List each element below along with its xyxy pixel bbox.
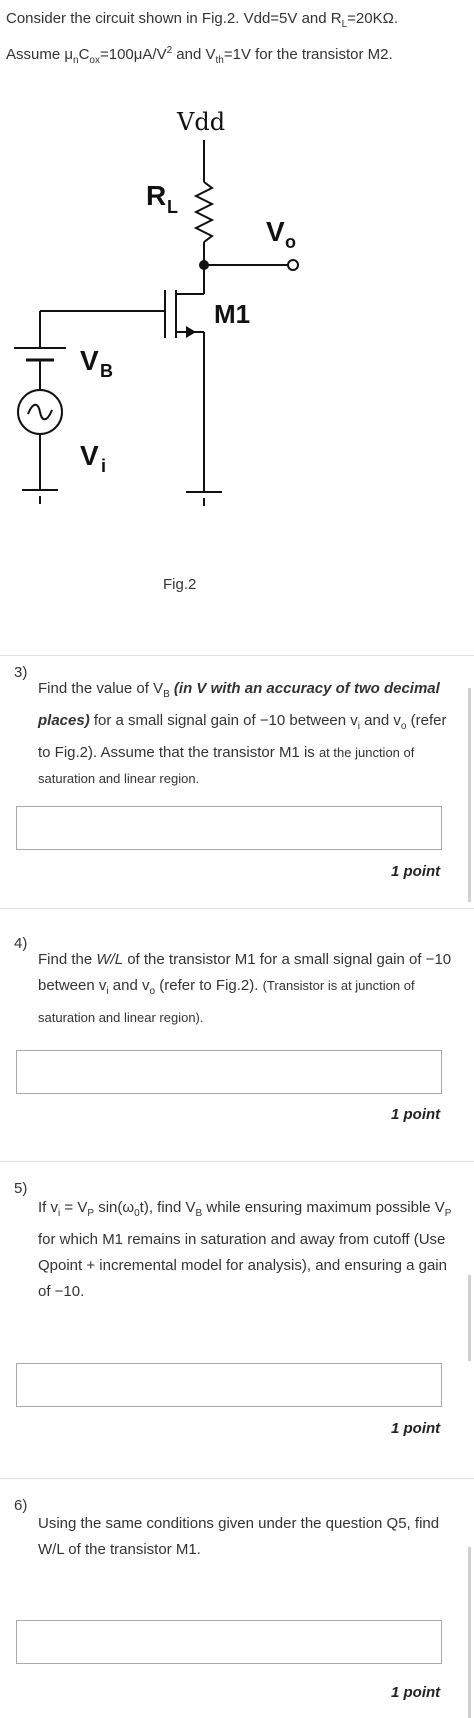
question-number: 5) bbox=[14, 1180, 28, 1197]
q4-text-part: and v bbox=[108, 977, 150, 994]
intro-subscript: ox bbox=[89, 55, 100, 66]
question-number: 3) bbox=[14, 664, 28, 681]
resistor-rl bbox=[196, 182, 212, 242]
drain-node-dot bbox=[199, 260, 209, 270]
intro-subscript: L bbox=[341, 19, 348, 30]
q5-subscript: B bbox=[195, 1208, 203, 1219]
vo-terminal bbox=[288, 260, 298, 270]
intro-text-part: Consider the circuit shown in Fig.2. Vdd=5V and R bbox=[6, 10, 342, 27]
q3-subscript: B bbox=[163, 689, 170, 700]
section-divider bbox=[0, 908, 474, 909]
points-label: 1 point bbox=[391, 1106, 441, 1123]
question-3-text bbox=[38, 676, 458, 792]
q3-text-part: (refer to Fig.2). Assume that the transistor M1 is bbox=[38, 712, 447, 761]
intro-line-2 bbox=[6, 38, 466, 74]
section-divider bbox=[0, 1161, 474, 1162]
intro-superscript: 2 bbox=[166, 45, 173, 56]
question-6-text bbox=[38, 1511, 458, 1563]
answer-input-q6[interactable] bbox=[16, 1620, 442, 1664]
q4-text-part: (refer to Fig.2). bbox=[155, 977, 263, 994]
q4-italic: W/L bbox=[96, 951, 124, 968]
points-label: 1 point bbox=[391, 863, 441, 880]
section-divider bbox=[0, 655, 474, 656]
section-divider bbox=[0, 1478, 474, 1479]
m1-label: M1 bbox=[214, 299, 251, 329]
q4-text-part: of the transistor M1 for a small signal gain of −10 between v bbox=[38, 951, 452, 994]
vo-label: V bbox=[266, 216, 285, 247]
intro-text bbox=[6, 6, 466, 74]
q3-subscript: o bbox=[400, 721, 407, 732]
q4-small-text: (Transistor is at junction of saturation and linear region). bbox=[38, 978, 415, 1025]
q4-subscript: i bbox=[106, 986, 109, 997]
scrollbar[interactable] bbox=[468, 1547, 471, 1718]
intro-text-part: and V bbox=[172, 46, 216, 63]
q3-small-text: at the junction of saturation and linear region. bbox=[38, 745, 415, 786]
intro-text-part: =100μA/V bbox=[99, 46, 167, 63]
intro-text-part: C bbox=[78, 46, 90, 63]
intro-text-part: Assume μ bbox=[6, 46, 73, 63]
rl-subscript: L bbox=[167, 197, 178, 217]
q4-text-part: Find the bbox=[38, 951, 97, 968]
intro-text-part: =20KΩ. bbox=[347, 10, 399, 27]
answer-input-q5[interactable] bbox=[16, 1363, 442, 1407]
rl-label: R bbox=[146, 180, 167, 211]
question-number: 6) bbox=[14, 1497, 28, 1514]
scrollbar[interactable] bbox=[468, 1275, 471, 1361]
vb-label: V bbox=[80, 345, 99, 376]
q4-subscript: o bbox=[149, 986, 156, 997]
q5-text-part: for which M1 remains in saturation and away from cutoff (Use Qpoint + incremental model for analysis), and ensuring a gain of −10. bbox=[38, 1231, 447, 1300]
q3-emphasis: (in V with an accuracy of two decimal places) bbox=[38, 680, 440, 729]
q5-subscript: i bbox=[58, 1208, 61, 1219]
q5-text-part: sin(ω bbox=[94, 1199, 135, 1216]
sine-icon bbox=[28, 405, 52, 420]
figure-caption: Fig.2 bbox=[163, 576, 197, 593]
answer-input-q4[interactable] bbox=[16, 1050, 442, 1094]
q5-text-part: while ensuring maximum possible V bbox=[202, 1199, 445, 1216]
vi-subscript: i bbox=[101, 456, 107, 476]
vb-subscript: B bbox=[100, 361, 113, 381]
vi-label: V bbox=[80, 440, 99, 471]
q6-text-part: Using the same conditions given under the question Q5, find W/L of the transistor M1. bbox=[38, 1515, 440, 1558]
scrollbar[interactable] bbox=[468, 688, 471, 902]
q5-text-part: = V bbox=[60, 1199, 88, 1216]
intro-subscript: th bbox=[215, 55, 224, 66]
q5-text-part: If v bbox=[38, 1199, 59, 1216]
q5-subscript: P bbox=[444, 1208, 452, 1219]
intro-text-part: =1V for the transistor M2. bbox=[223, 46, 393, 63]
q3-text-part: Find the value of V bbox=[38, 680, 164, 697]
points-label: 1 point bbox=[391, 1684, 441, 1701]
question-4-text bbox=[38, 947, 458, 1031]
intro-subscript: n bbox=[73, 55, 79, 66]
vo-subscript: o bbox=[285, 232, 296, 252]
question-5-text bbox=[38, 1195, 458, 1305]
vdd-label: Vdd bbox=[177, 108, 226, 136]
question-number: 4) bbox=[14, 935, 28, 952]
points-label: 1 point bbox=[391, 1420, 441, 1437]
q3-text-part: and v bbox=[360, 712, 401, 729]
answer-input-q3[interactable] bbox=[16, 806, 442, 850]
q5-subscript: P bbox=[87, 1208, 95, 1219]
q3-subscript: i bbox=[357, 721, 361, 732]
circuit-diagram bbox=[0, 108, 474, 608]
q3-text-part: for a small signal gain of −10 between v bbox=[93, 712, 358, 729]
intro-line-1 bbox=[6, 6, 466, 38]
q5-subscript: 0 bbox=[134, 1208, 140, 1219]
mosfet-arrow bbox=[186, 326, 196, 338]
q5-text-part: t), find V bbox=[139, 1199, 196, 1216]
